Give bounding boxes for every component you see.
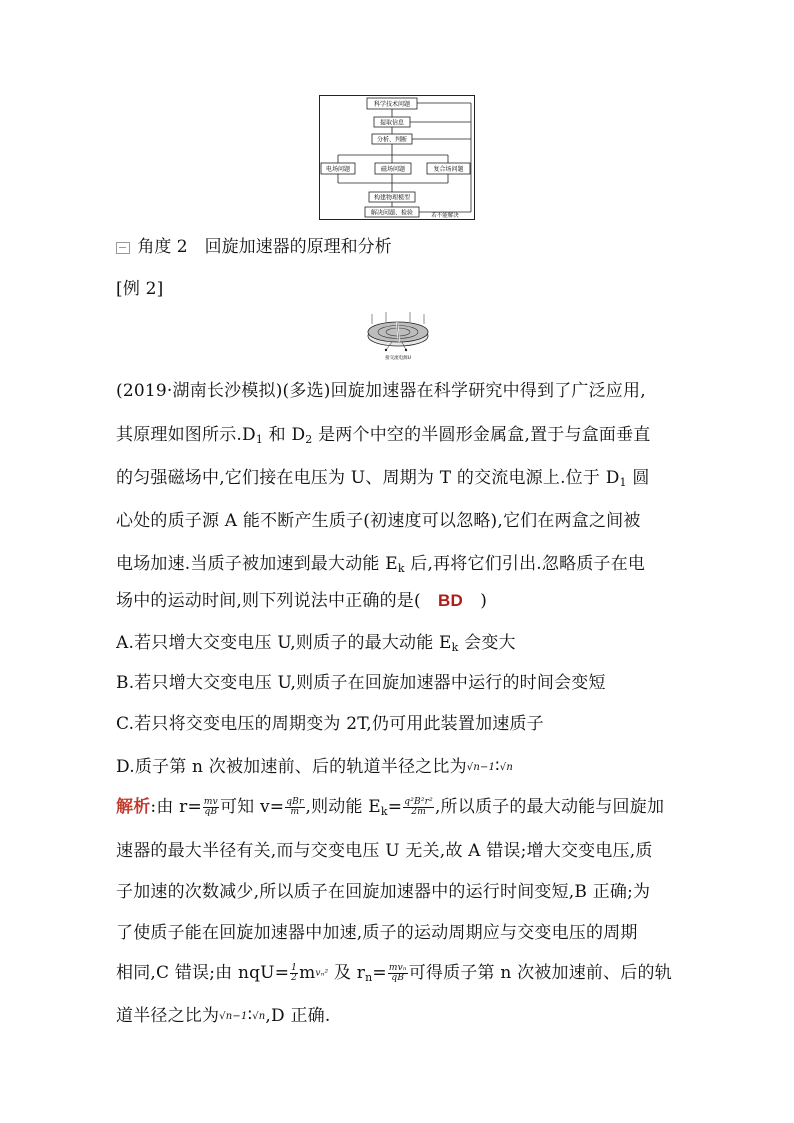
analysis-line-3: 子加速的次数减少,所以质子在回旋加速器中的运行时间变短,B 正确;为 xyxy=(116,882,651,902)
analysis-line-4: 了使质子能在回旋加速器中加速,质子的运动周期应与交变电压的周期 xyxy=(116,923,638,943)
option-d: D.质子第 n 次被加速前、后的轨道半径之比为√n−1∶√n xyxy=(116,757,513,777)
cyclotron-figure xyxy=(362,310,434,362)
answer-text: BD xyxy=(438,591,464,610)
option-c: C.若只将交变电压的周期变为 2T,仍可用此装置加速质子 xyxy=(116,714,544,734)
question-line-6: 场中的运动时间,则下列说法中正确的是( BD ) xyxy=(116,591,488,611)
analysis-line-6: 道半径之比为√n−1∶√n,D 正确. xyxy=(116,1006,331,1026)
option-a: A.若只增大交变电压 U,则质子的最大动能 $E_k$ 会变大 xyxy=(116,633,516,654)
flow-text-model: 构建物理模型 xyxy=(373,194,411,202)
option-b: B.若只增大交变电压 U,则质子在回旋加速器中运行的时间会变短 xyxy=(116,673,606,693)
flow-text-fail: 若不能解决 xyxy=(431,213,459,219)
question-line-2: 其原理如图所示$.D_1$ 和 $D_2$ 是两个中空的半圆形金属盒,置于与盒面垂直 xyxy=(116,425,651,446)
flow-text-extract: 提取信息 xyxy=(379,119,405,127)
question-line-4: 心处的质子源 A 能不断产生质子(初速度可以忽略),它们在两盒之间被 xyxy=(116,511,641,531)
question-line-5: 电场加速.当质子被加速到最大动能 $E_k$ 后,再将它们引出.忽略质子在电 xyxy=(116,554,646,575)
analysis-line-1: 解析:由 r= $\frac{mv}{qB}$ 可知 v= $\frac{\text{qBr}}{m}$ ,则动能 $E_k=$ $\frac{\text{q²B²r²}}{2m}$ ,所以质子的最大动能与回旋加 xyxy=(116,797,665,818)
flow-text-electric: 电场问题 xyxy=(325,166,351,173)
flow-text-magnetic: 磁场问题 xyxy=(380,166,406,173)
analysis-line-5: 相同,C 错误;由 nqU= $\frac{1}{2}$ mvₙ² 及 $r_n=$ $\frac{\text{mvₙ}}{qB}$ 可得质子第 n 次被加速前、后的轨 xyxy=(116,963,672,984)
example-label: [例 2] xyxy=(116,279,164,299)
section-icon xyxy=(116,242,130,254)
flow-text-solve: 解决问题、检验 xyxy=(370,209,414,217)
question-line-1: (2019·湖南长沙模拟)(多选)回旋加速器在科学研究中得到了广泛应用, xyxy=(116,381,646,401)
section-heading xyxy=(116,232,392,257)
question-line-3: 的匀强磁场中,它们接在电压为 U、周期为 T 的交流电源上.位于 $D_1$ 圆 xyxy=(116,468,650,489)
flow-text-combined: 复合场问题 xyxy=(433,166,464,173)
analysis-label: 解析 xyxy=(116,797,151,817)
figure-caption: 接交流电源U xyxy=(385,356,411,361)
flow-text-analyze: 分析、判断 xyxy=(376,136,408,144)
flow-text-top: 科学技术问题 xyxy=(373,101,411,108)
flowchart xyxy=(319,95,475,220)
section-title: 角度 2 回旋加速器的原理和分析 xyxy=(137,237,392,257)
analysis-line-2: 速器的最大半径有关,而与交变电压 U 无关,故 A 错误;增大交变电压,质 xyxy=(116,841,653,861)
